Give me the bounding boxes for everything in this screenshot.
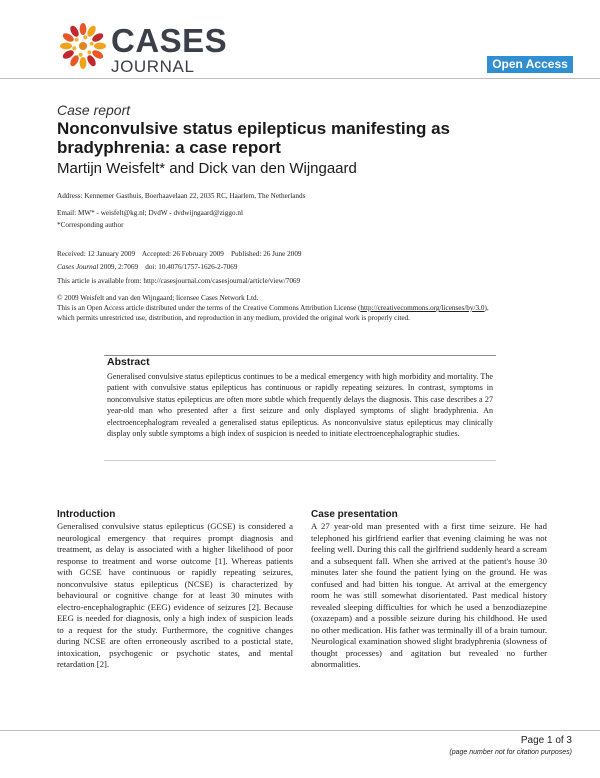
page-number-note: (page number not for citation purposes) bbox=[449, 749, 572, 756]
page-number: Page 1 of 3 bbox=[520, 735, 572, 746]
logo-cases-text: CASES bbox=[111, 22, 228, 59]
journal-logo bbox=[56, 18, 226, 80]
abstract-heading: Abstract bbox=[107, 356, 150, 368]
copyright-line: © 2009 Weisfelt and van den Wijngaard; licensee Cases Network Ltd. bbox=[57, 294, 259, 302]
author-address: Address: Kennemer Gasthuis, Boerhaavelaan 22, 2035 RC, Haarlem, The Netherlands bbox=[57, 192, 306, 200]
license-line bbox=[57, 304, 577, 313]
corresponding-note: *Corresponding author bbox=[57, 221, 124, 229]
case-presentation-text: A 27 year-old man presented with a first time seizure. He had telephoned his girlfriend earlier that evening claiming he was not feeling well. During this call the girlfriend suddenly heard a scream and a subsequent fall. When she arrived at the patient's house 30 minutes later she found the patient lying on the ground. He was confused and had bitten his tongue. At arrival at the emergency room he was still somewhat disorientated. Past medical history revealed sleeping difficulties for which he used a benzodiazepine (oxazepam) and a possible seizure during his childhood. He used no other medication. His father was terminally ill of a brain tumour. Neurological examination showed slight bradyphrenia (slowness of thought processes) and agitation but revealed no further abnormalities. bbox=[311, 521, 547, 669]
article-authors: Martijn Weisfelt* and Dick van den Wijngaard bbox=[57, 160, 357, 177]
abstract-box bbox=[104, 355, 496, 461]
header-divider bbox=[0, 78, 600, 79]
license-terms: which permits unrestricted use, distribution, and reproduction in any medium, provided the original work is properly cited. bbox=[57, 314, 410, 322]
citation-line bbox=[57, 263, 237, 272]
license-text-2: ), bbox=[484, 304, 489, 312]
logo-starburst-icon bbox=[56, 18, 108, 74]
citation-details: 2009, 2:7069 doi: 10.4076/1757-1626-2-7069 bbox=[98, 263, 238, 271]
introduction-heading: Introduction bbox=[57, 509, 116, 520]
publication-dates: Received: 12 January 2009 Accepted: 26 February 2009 Published: 26 June 2009 bbox=[57, 250, 302, 258]
author-emails: Email: MW* - weisfelt@kg.nl; DvdW - dvdwijngaard@ziggo.nl bbox=[57, 209, 243, 217]
article-title: Nonconvulsive status epilepticus manifesting as bradyphrenia: a case report bbox=[57, 119, 450, 157]
article-url[interactable]: This article is available from: http://casesjournal.com/casesjournal/article/view/7069 bbox=[57, 277, 301, 285]
citation-journal: Cases Journal bbox=[57, 263, 99, 271]
license-link[interactable]: http://creativecommons.org/licenses/by/3.0 bbox=[360, 304, 485, 312]
license-text-1: This is an Open Access article distributed under the terms of the Creative Commons Attribution License ( bbox=[57, 304, 361, 312]
logo-journal-text: JOURNAL bbox=[111, 57, 195, 76]
open-access-badge: Open Access bbox=[487, 56, 573, 73]
abstract-text: Generalised convulsive status epilepticus continues to be a medical emergency with high morbidity and mortality. The patient with convulsive status epilepticus has continuous or rapidly repeating seizures. In contrast, symptoms in nonconvulsive status epilepticus are often more subtle which frequently delays the diagnosis. This case describes a 27 year-old man who presented after a first seizure and only displayed symptoms of slight bradyphrenia. An electroencephalogram revealed a generalised status epilepticus. As nonconvulsive status epilepticus may clinically display only subtle symptoms a high index of suspicion is needed to initiate electroencephalographic studies. bbox=[107, 372, 493, 439]
case-presentation-heading: Case presentation bbox=[311, 509, 398, 520]
introduction-text: Generalised convulsive status epilepticus (GCSE) is considered a neurological emergency that requires prompt diagnosis and treatment, as delay is associated with a higher likelihood of poor response to treatment and worse outcome [1]. Whereas patients with GCSE have continuous or rapidly repeating seizures, nonconvulsive status epilepticus (NCSE) is characterized by behavioural or cognitive change for at least 30 minutes with electro-encephalographic (EEG) evidence of seizures [2]. Because EEG is needed for diagnosis, only a high index of suspicion leads to a request for the study. Furthermore, the cognitive changes during NCSE are often erroneously ascribed to a postictal state, intoxication, psychogenic or psychotic states, and mental retardation [2]. bbox=[57, 521, 293, 669]
article-type: Case report bbox=[57, 102, 131, 118]
footer-divider bbox=[0, 730, 600, 731]
